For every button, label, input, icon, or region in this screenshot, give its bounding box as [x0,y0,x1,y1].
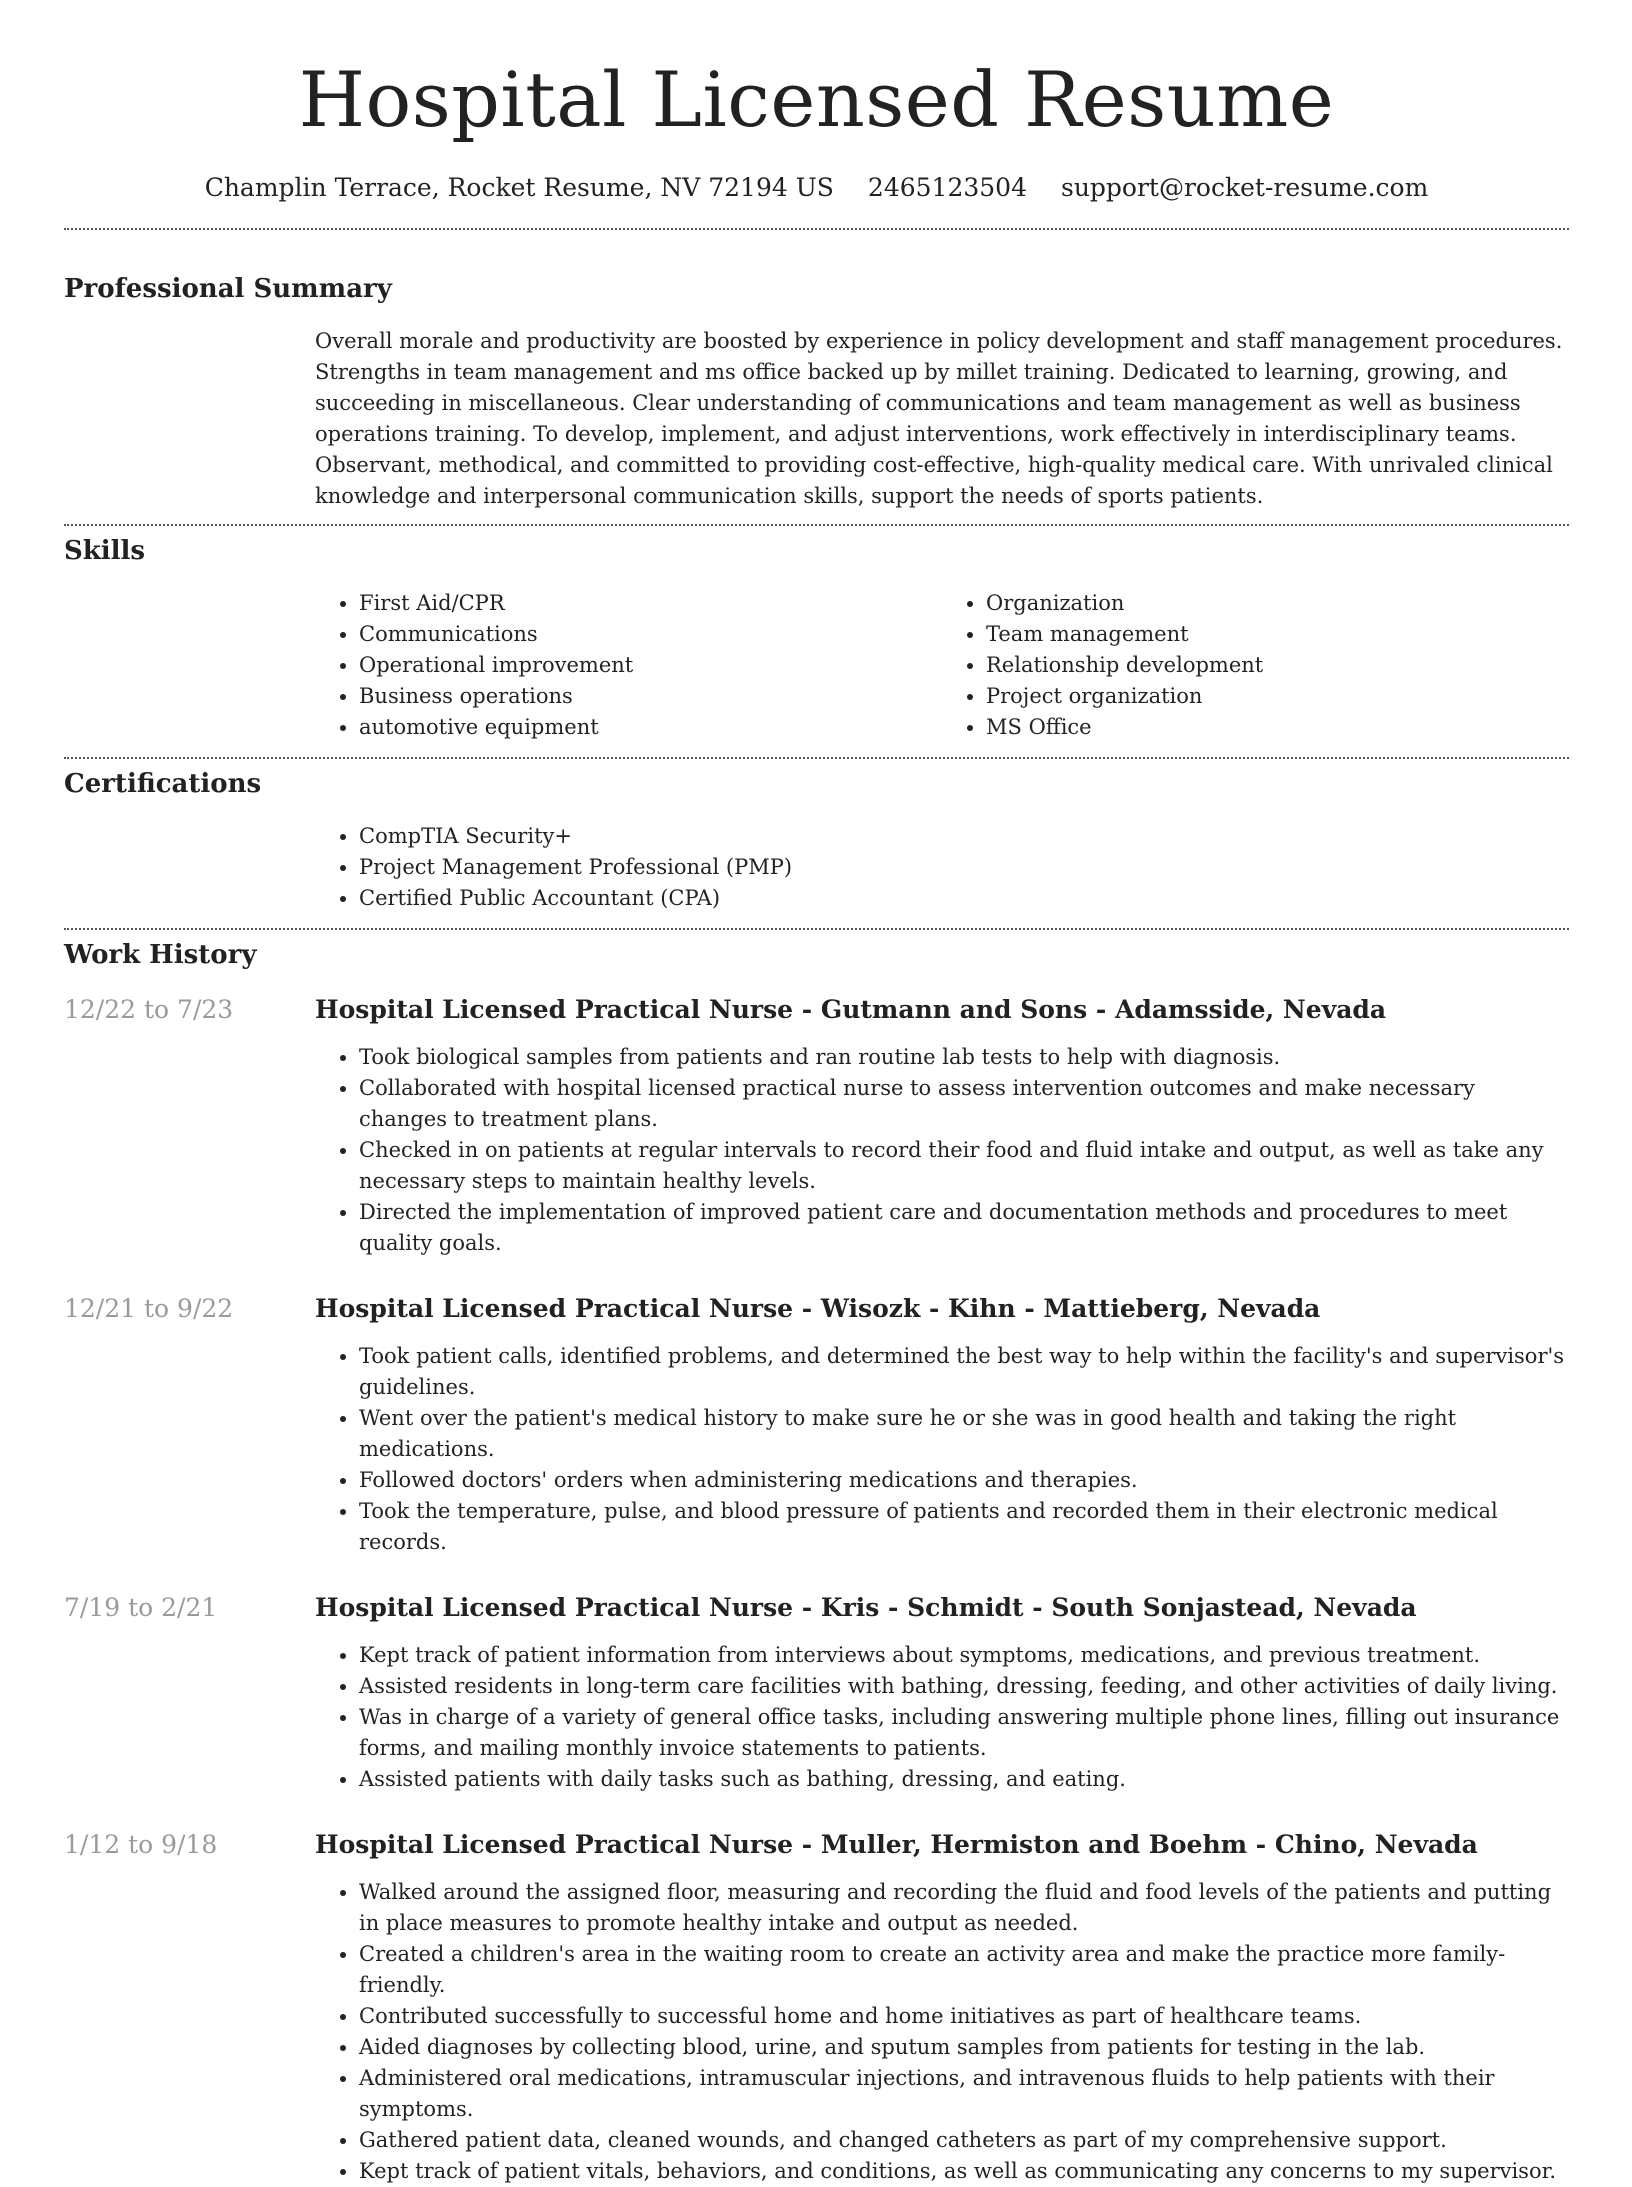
job-dates: 12/21 to 9/22 [64,1294,234,1323]
job-details [315,1293,1569,1558]
job-dates: 1/12 to 9/18 [64,1830,218,1859]
section-divider [64,757,1569,759]
job-bullets [315,1042,1569,1259]
skill-item: • First Aid/CPR [359,588,942,619]
job-entry [64,1592,1569,1795]
job-dates: 12/22 to 7/23 [64,995,234,1024]
job-bullet: • Checked in on patients at regular intervals to record their food and fluid intake and output, as well as take any necessary steps to maintain healthy levels. [359,1135,1569,1197]
job-dates: 7/19 to 2/21 [64,1593,218,1622]
job-bullet: • Kept track of patient information from interviews about symptoms, medications, and previous treatment. [359,1640,1569,1671]
job-entry [64,1293,1569,1558]
job-title: Hospital Licensed Practical Nurse - Gutmann and Sons - Adamsside, Nevada [315,995,1387,1024]
job-bullet: • Collaborated with hospital licensed practical nurse to assess intervention outcomes and make necessary changes to treatment plans. [359,1073,1569,1135]
skills-section [64,534,1569,743]
skill-item: • automotive equipment [359,712,942,743]
job-title: Hospital Licensed Practical Nurse - Wisozk - Kihn - Mattieberg, Nevada [315,1294,1321,1323]
skill-item: • Business operations [359,681,942,712]
skill-item: • MS Office [986,712,1569,743]
certification-item: • CompTIA Security+ [359,821,1569,852]
job-bullet: • Assisted residents in long-term care facilities with bathing, dressing, feeding, and other activities of daily living. [359,1671,1569,1702]
skills-list [315,588,1569,743]
job-details [315,1592,1569,1795]
skill-item: • Team management [986,619,1569,650]
skills-heading: Skills [64,536,146,566]
job-bullet: • Took biological samples from patients and ran routine lab tests to help with diagnosis. [359,1042,1569,1073]
contact-address: Champlin Terrace, Rocket Resume, NV 72194 US [204,173,834,202]
job-bullet: • Walked around the assigned floor, measuring and recording the fluid and food levels of the patients and putting in place measures to promote healthy intake and output as needed. [359,1877,1569,1939]
job-bullet: • Took patient calls, identified problems, and determined the best way to help within the facility's and supervisor's guidelines. [359,1341,1569,1403]
skill-item: • Project organization [986,681,1569,712]
job-bullet: • Created a children's area in the waiting room to create an activity area and make the practice more family-friendly. [359,1939,1569,2001]
job-bullet: • Aided diagnoses by collecting blood, urine, and sputum samples from patients for testing in the lab. [359,2032,1569,2063]
skill-item: • Organization [986,588,1569,619]
job-title: Hospital Licensed Practical Nurse - Kris - Schmidt - South Sonjastead, Nevada [315,1593,1417,1622]
skills-column-right [942,588,1569,743]
skill-item: • Communications [359,619,942,650]
job-bullet: • Took the temperature, pulse, and blood pressure of patients and recorded them in their electronic medical records. [359,1496,1569,1558]
work-history-section [64,938,1569,2187]
job-bullet: • Kept track of patient vitals, behaviors, and conditions, as well as communicating any concerns to my supervisor. [359,2156,1569,2187]
summary-heading: Professional Summary [64,274,392,304]
section-divider [64,524,1569,526]
certification-item: • Certified Public Accountant (CPA) [359,883,1569,914]
contact-line [64,172,1569,204]
certifications-section [64,767,1569,914]
job-bullet: • Gathered patient data, cleaned wounds, and changed catheters as part of my comprehensive support. [359,2125,1569,2156]
section-divider [64,228,1569,230]
job-bullets [315,1640,1569,1795]
job-bullets [315,1877,1569,2187]
summary-text: Overall morale and productivity are boosted by experience in policy development and staff management procedures. Strengths in team management and ms office backed up by millet training. Dedicated to learning, growing, and succeeding in miscellaneous. Clear understanding of communications and team management as well as business operations training. To develop, implement, and adjust interventions, work effectively in interdisciplinary teams. Observant, methodical, and committed to providing cost-effective, high-quality medical care. With unrivaled clinical knowledge and interpersonal communication skills, support the needs of sports patients. [315,329,1563,508]
job-details [315,994,1569,1259]
contact-email: support@rocket-resume.com [1060,173,1429,202]
job-bullets [315,1341,1569,1558]
summary-section [64,272,1569,512]
job-entry [64,994,1569,1259]
contact-phone: 2465123504 [867,173,1027,202]
skills-column-left [315,588,942,743]
work-history-heading: Work History [64,940,257,970]
job-bullet: • Contributed successfully to successful home and home initiatives as part of healthcare teams. [359,2001,1569,2032]
job-details [315,1829,1569,2187]
certifications-heading: Certifications [64,769,262,799]
resume-page [64,0,1569,2187]
certifications-list [315,821,1569,914]
job-bullet: • Administered oral medications, intramuscular injections, and intravenous fluids to help patients with their symptoms. [359,2063,1569,2125]
job-bullet: • Followed doctors' orders when administering medications and therapies. [359,1465,1569,1496]
job-bullet: • Directed the implementation of improved patient care and documentation methods and procedures to meet quality goals. [359,1197,1569,1259]
skill-item: • Operational improvement [359,650,942,681]
job-title: Hospital Licensed Practical Nurse - Muller, Hermiston and Boehm - Chino, Nevada [315,1830,1478,1859]
job-bullet: • Was in charge of a variety of general office tasks, including answering multiple phone lines, filling out insurance forms, and mailing monthly invoice statements to patients. [359,1702,1569,1764]
certification-item: • Project Management Professional (PMP) [359,852,1569,883]
skill-item: • Relationship development [986,650,1569,681]
job-bullet: • Went over the patient's medical history to make sure he or she was in good health and taking the right medications. [359,1403,1569,1465]
job-bullet: • Assisted patients with daily tasks such as bathing, dressing, and eating. [359,1764,1569,1795]
resume-title: Hospital Licensed Resume [298,55,1335,144]
job-entry [64,1829,1569,2187]
section-divider [64,928,1569,930]
